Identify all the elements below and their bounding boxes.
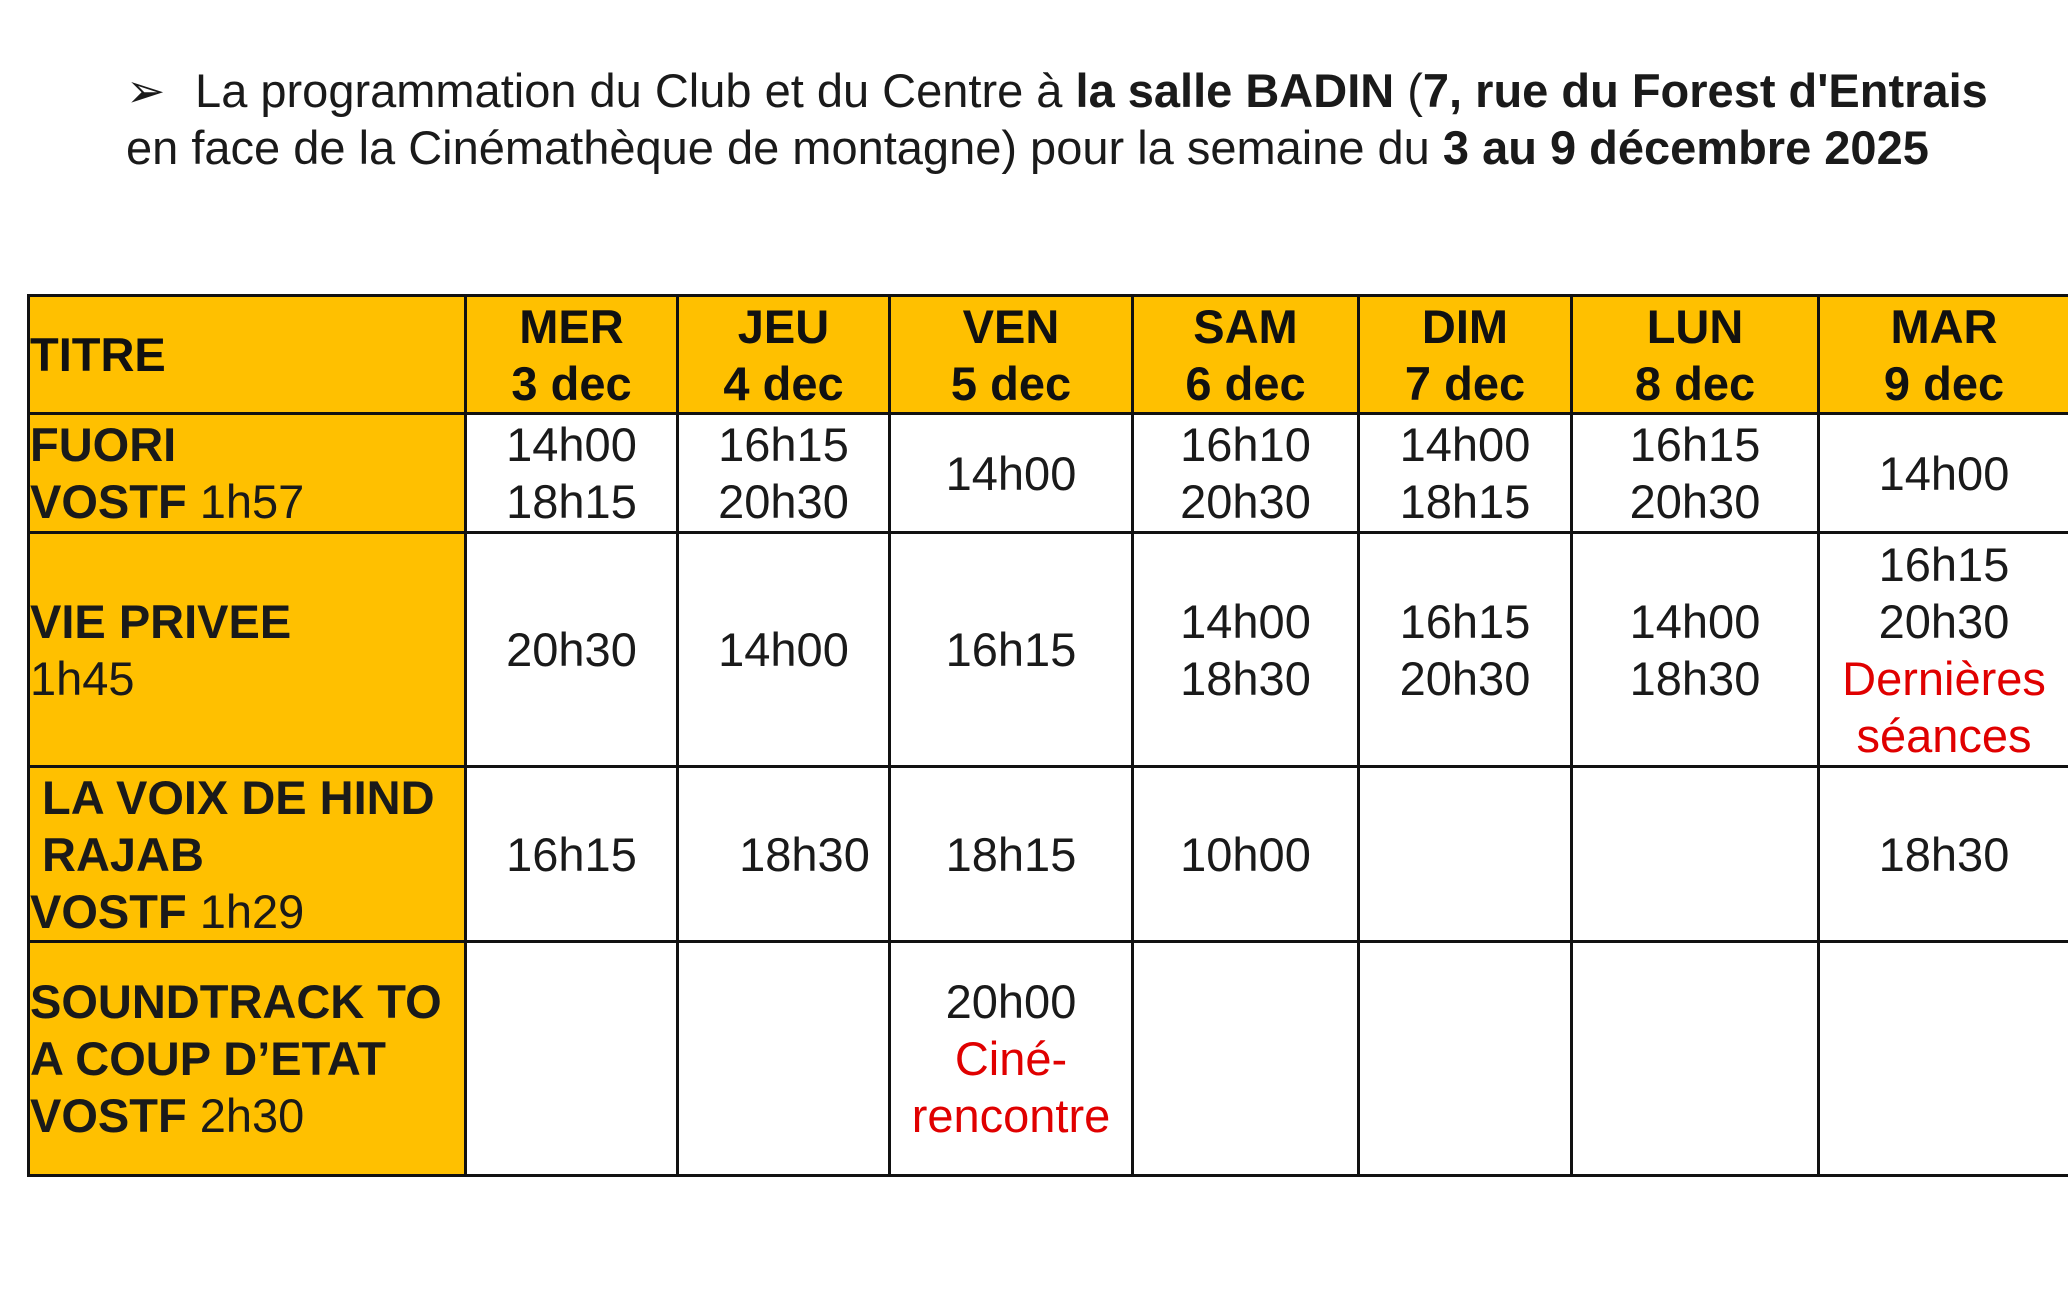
showtime-cell [1133, 414, 1359, 533]
showtime: 16h15 [718, 418, 849, 471]
showtime: 14h00 [1878, 446, 2010, 500]
showtime-cell [1359, 533, 1572, 767]
showtime-cell [1572, 942, 1819, 1176]
showtime: 16h15 [1629, 418, 1761, 471]
showtime: 18h30 [1180, 651, 1311, 705]
showtime: 14h00 [506, 418, 637, 471]
showtime: 16h10 [1180, 418, 1311, 471]
showtime: 18h30 [1878, 827, 2010, 881]
showtime-cell [678, 767, 890, 942]
showtime-cell [1133, 533, 1359, 767]
showtime: 20h00 [945, 975, 1077, 1028]
film-lang: VOSTF [30, 884, 187, 938]
header-row [29, 296, 2068, 414]
film-lang: VOSTF [30, 475, 187, 528]
film-duration: 1h57 [199, 475, 305, 528]
day-header-ven [890, 296, 1133, 414]
day-date: 6 dec [1185, 356, 1306, 410]
film-meta [30, 1087, 464, 1144]
showtime: 20h30 [1399, 651, 1531, 705]
showtime: 20h30 [718, 475, 849, 528]
showtime-cell [1819, 767, 2068, 942]
showtime: 16h15 [506, 827, 637, 881]
showtime-cell [890, 767, 1133, 942]
film-row-soundtrack-to-a-coup-detat [29, 942, 2068, 1176]
showtime-cell [678, 414, 890, 533]
day-name: VEN [962, 299, 1060, 353]
showtime: 18h30 [739, 827, 870, 881]
day-date: 7 dec [1404, 356, 1526, 410]
film-title: LA VOIX DE HIND RAJAB [42, 770, 435, 881]
film-duration: 1h45 [30, 651, 135, 705]
film-title-cell [29, 767, 466, 942]
showtime: 18h15 [945, 827, 1077, 881]
showtime-cell [1359, 414, 1572, 533]
showtime: 18h30 [1629, 651, 1761, 705]
showtime-cell [1572, 414, 1819, 533]
showtime-cell [1133, 767, 1359, 942]
showtime: 16h15 [1399, 594, 1531, 648]
showtime-cell [466, 942, 678, 1176]
showtime-cell [466, 533, 678, 767]
film-meta [30, 473, 464, 530]
showtime-cell [1133, 942, 1359, 1176]
showtime-cell [466, 414, 678, 533]
showtime-cell [466, 767, 678, 942]
intro-dates: 3 au 9 décembre 2025 [1442, 121, 1929, 174]
day-name: JEU [737, 299, 830, 353]
intro-text-2: ( [1394, 64, 1423, 117]
titre-header: TITRE [29, 296, 466, 414]
film-title: SOUNDTRACK TO A COUP D’ETAT [30, 975, 442, 1085]
day-name: DIM [1421, 299, 1509, 353]
film-title: VIE PRIVEE [30, 594, 292, 648]
showtime-cell [678, 533, 890, 767]
arrow-bullet-icon: ➢ [126, 64, 166, 117]
day-date: 4 dec [723, 356, 844, 410]
showtime: 14h00 [945, 446, 1077, 500]
showtime-cell [890, 533, 1133, 767]
day-date: 9 dec [1883, 356, 2005, 410]
film-meta [30, 883, 464, 940]
intro-paragraph [126, 62, 1996, 176]
showtime: 16h15 [1878, 537, 2010, 591]
showtime: 14h00 [1399, 418, 1531, 471]
film-duration: 1h29 [199, 884, 305, 938]
showtime: 20h30 [506, 623, 637, 676]
showtime-cell [1572, 767, 1819, 942]
day-name: LUN [1646, 299, 1744, 353]
intro-text-1: La programmation du Club et du Centre à [182, 64, 1076, 117]
showtime: 14h00 [1629, 594, 1761, 648]
showtime-cell [1819, 414, 2068, 533]
showtime: 10h00 [1180, 827, 1311, 881]
day-header-dim [1359, 296, 1572, 414]
showtime: 14h00 [718, 623, 849, 676]
day-name: MAR [1890, 299, 1998, 353]
showtime-cell [678, 942, 890, 1176]
day-date: 5 dec [950, 356, 1072, 410]
film-row-fuori [29, 414, 2068, 533]
day-date: 3 dec [511, 356, 632, 410]
day-header-lun [1572, 296, 1819, 414]
schedule-table [27, 294, 2068, 1177]
day-header-sam [1133, 296, 1359, 414]
showtime-cell [1359, 767, 1572, 942]
intro-text-3: en face de la Cinémathèque de montagne) pour la semaine du [126, 121, 1443, 174]
film-title-cell [29, 533, 466, 767]
film-title-cell [29, 414, 466, 533]
day-header-mar [1819, 296, 2068, 414]
showtime-cell [1359, 942, 1572, 1176]
intro-venue: la salle BADIN [1075, 64, 1395, 117]
day-name: MER [519, 299, 624, 353]
day-header-jeu [678, 296, 890, 414]
day-date: 8 dec [1634, 356, 1756, 410]
showtime: 18h15 [1399, 475, 1531, 528]
showtime: 18h15 [506, 475, 637, 528]
showtime: 20h30 [1180, 475, 1311, 528]
showtime: 20h30 [1878, 594, 2010, 648]
last-screenings-note: Dernières séances [1842, 651, 2046, 762]
day-name: SAM [1193, 299, 1298, 353]
showtime: 16h15 [945, 623, 1077, 676]
showtime: 14h00 [1180, 594, 1311, 648]
showtime-cell [1819, 533, 2068, 767]
film-duration: 2h30 [199, 1089, 305, 1142]
intro-address: 7, rue du Forest d'Entrais [1422, 64, 1988, 117]
day-header-mer [466, 296, 678, 414]
film-row-la-voix-de-hind-rajab [29, 767, 2068, 942]
showtime-cell [1819, 942, 2068, 1176]
showtime-cell [890, 414, 1133, 533]
showtime: 20h30 [1629, 475, 1761, 528]
film-lang: VOSTF [30, 1089, 187, 1142]
showtime-cell [890, 942, 1133, 1176]
film-title: FUORI [30, 418, 177, 471]
film-row-vie-privee [29, 533, 2068, 767]
showtime-cell [1572, 533, 1819, 767]
cine-rencontre-note: Ciné-rencontre [911, 1032, 1111, 1142]
film-title-cell [29, 942, 466, 1176]
